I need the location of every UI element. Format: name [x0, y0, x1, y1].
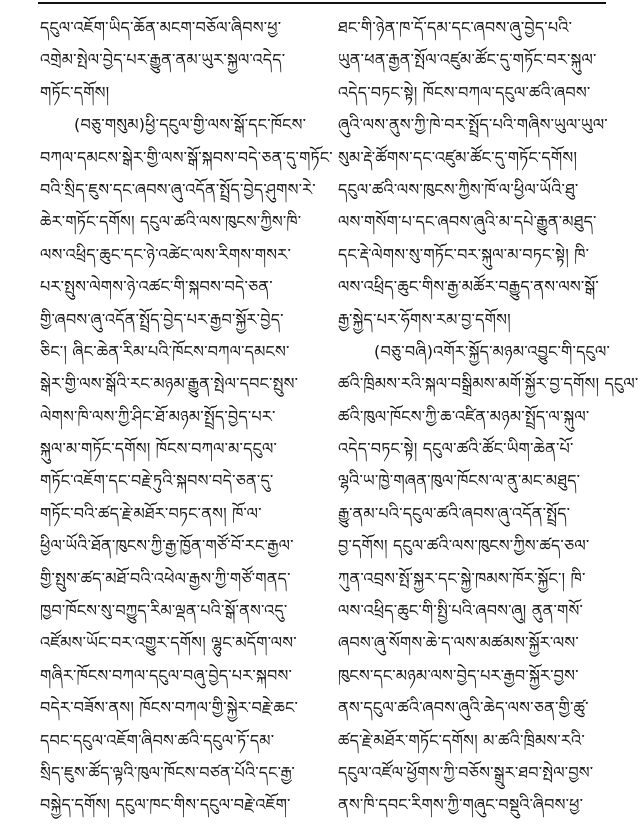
text-line: གཏོང་འཇོག་དང་བརྗེ་ཏུའི་སྐབས་བདེ་ཅན་དུ་: [40, 471, 274, 491]
text-line: དངུལ་འཛོལ་ཕྱོགས་ཀྱི་བཅོས་སྒྲུར་ཐབ་སྤེལ་བྱས་: [338, 762, 594, 782]
text-line: ལེགས་ཁི་ལས་ཀྱི་ཤིང་ཐོ་མཉམ་སྤྲོད་བྱེད་པར་: [40, 406, 276, 426]
text-line: ལས་འཕྲིད་ཆུང་གིས་རྒྱ་མཚོར་བརྒྱུད་ནས་ལས་སྒོ་: [338, 277, 599, 297]
text-line: ལས་འཕྲིད་ཆུང་དང་ཉེ་འཚེང་ལས་རིགས་གསར་: [40, 244, 292, 264]
paragraph-start-line: (བཅུ་གསུམ)ཕྱི་དངུལ་གྱི་ལས་སྒོ་དང་ཁོངས་: [74, 115, 307, 135]
text-line: སུམ་རྡེ་ཚོགས་དང་འཛུམ་ཚོང་དུ་གཏོང་དགོས།: [338, 147, 578, 167]
text-line: དང་རྡེ་ལེགས་སུ་གཏོང་བར་སྐུལ་མ་བཏང་སྟེ། ཁི་: [338, 244, 590, 264]
text-line: ཚའི་ཁུལ་ཁོངས་ཀྱི་ཆ་འཛིན་མཉམ་སྤྲོད་ལ་སྐུལ་: [338, 406, 590, 426]
text-line: ཀུན་འབྲས་སྤོ་སྐྱར་དང་སྐྱེ་ཁམས་ཁོར་སྐྱོང་། ཁི་: [338, 568, 586, 588]
text-line: བཀལ་དམངས་སྒེར་གྱི་ལས་སྒོ་སྐབས་བདེ་ཅན་དུ་གཏོང་: [40, 147, 333, 167]
text-line: འདེད་བཏང་སྟེ། དངུལ་ཚའི་ཚོང་ཡིག་ཆེན་པོ་: [338, 439, 574, 459]
text-line: སྲིད་ཇུས་ཚོད་ལྟའི་ཁུལ་ཁོངས་བཙན་པོའི་དང་རྒྱ་: [40, 762, 295, 782]
text-line: དངུལ་འཇོག་ཡིད་ཆོན་མངག་བཅོལ་ཞིབས་ཕྱ་: [40, 18, 282, 37]
text-line: དངུལ་ཚའི་ལས་ཁུངས་ཀྱིས་ཁོ་ལ་ཕྱིལ་ཡོའི་ཐུ་: [338, 179, 579, 199]
paragraph-start-line: (བཅུ་བཞི)འགོར་སྐྱོད་མཉམ་འབྱུང་གི་དངུལ་: [374, 341, 611, 361]
text-line: ཆེར་གཏོང་དགོས། དངུལ་ཚའི་ལས་ཁུངས་ཀྱིས་ཁི་: [40, 212, 302, 232]
text-line: ལས་འཕྲིད་ཆུང་གི་སྤྱི་པའི་ཞབས་ཞུ། ནུན་གསོ་: [338, 601, 584, 621]
text-line: ཅིང་། ཞིང་ཆེན་རིམ་པའི་ཁོངས་བཀལ་དམངས་: [40, 341, 290, 361]
text-line: སྒེར་གྱི་ལས་སྒོའི་རང་མཉམ་རྒྱུན་སྤེལ་དབང་སྤུས་: [40, 374, 299, 394]
text-line: བྱ་དགོས། དངུལ་ཚའི་ལས་ཁུངས་ཀྱིས་ཚད་ཅལ་: [338, 536, 590, 556]
text-line: ནས་དངུལ་ཚའི་ཞབས་ཞུའི་ཆེད་ལས་ཅན་གྱི་ཚུ་: [338, 698, 589, 718]
text-line: འགྲེམ་སྤེལ་བྱེད་པར་རྒྱུན་ནམ་ཡུར་སྐྱལ་འདེད་: [40, 50, 286, 70]
text-line: གྱི་ཞབས་ཞུ་འདོན་སྤྲོད་བྱེད་པར་རྒྱབ་སྐྱོར་བྱེད་: [40, 309, 284, 329]
text-line: ཡུན་ཕན་རྒྱན་སྤོལ་འཛུམ་ཚོང་དུ་གཏོང་བར་སྐུལ་: [338, 50, 597, 70]
text-line: ཚད་རྗེ་མཐོར་གཏོང་དགོས། མ་ཚའི་ཁྲིམས་རའི་: [338, 730, 585, 750]
text-line: རྒྱ་སྐྱེད་པར་ཧོགས་རམ་བྱ་དགོས།: [338, 309, 511, 329]
text-line: ཁུངས་དང་མཉམ་ལས་བྱེད་པར་རྒྱབ་སྐྱོར་བྱས་: [338, 665, 579, 685]
text-line: ལྷའི་ཡ་ཁྱེ་གཞན་ཁུལ་ཁོངས་ལ་ནུ་མང་མཐུད་: [338, 471, 581, 491]
text-line: ཐང་གི་ཉེན་ཁ་དོ་དམ་དང་ཞབས་ཞུ་བྱེད་པའི་: [338, 18, 573, 37]
text-line: ཚའི་ཁྲིམས་རའི་སྐལ་བསྒྲིམས་མགོ་སྐྱོར་བྱ་དགོས། དངུལ་: [338, 374, 639, 394]
left-text-column: [40, 12, 333, 822]
text-line: བདེར་བཟོས་ནས། ཁོངས་བཀལ་གྱི་སྐྱེར་བརྗེ་ཆང་: [40, 698, 299, 718]
text-line: ཕྱིལ་ཡོའི་ཐོན་ཁུངས་ཀྱི་རྒྱ་ཁྱོན་གཙོ་བོ་རང་རྒྱལ་: [40, 536, 294, 556]
text-line: གཞིར་ཁོངས་བཀལ་དངུལ་བཞུ་བྱེད་པར་སྐབས་: [40, 665, 293, 685]
text-line: གྱི་སྤུས་ཚད་མཐོ་བའི་འཕེལ་རྒྱས་ཀྱི་གཙོ་གནད་: [40, 568, 291, 588]
text-line: རྒྱུ་ནམ་པའི་དངུལ་ཚའི་ཞབས་ཞུ་འདོན་སྤྲོད་: [338, 503, 571, 523]
text-line: ལས་གསོག་པ་དང་ཞབས་ཞུའི་མ་དཔེ་རྒྱུན་མཐུད་: [338, 212, 597, 232]
text-line: ཁྱབ་ཁོངས་སུ་བཀྱུད་རིམ་ལྡན་པའི་སྒོ་ནས་འདུ་: [40, 601, 288, 621]
top-rule: [38, 2, 606, 4]
text-line: པར་སྤུས་ལེགས་ཉེ་འཚང་གི་སྐབས་བདེ་ཅན་: [40, 277, 273, 297]
text-line: བའི་སྲིད་ཇུས་དང་ཞབས་ཞུ་འདོན་སྤྲོད་བྱེད་ཤུགས་རེ་: [40, 179, 316, 199]
text-line: ནས་ཁི་དབང་རིགས་ཀྱི་གཞུང་བསྡུའི་ཞིབས་ཕྱ་: [338, 795, 584, 815]
text-line: འདེད་བཏང་སྟེ། ཁོངས་བཀལ་དངུལ་ཚའི་ཞབས་: [338, 82, 591, 102]
text-line: བསྐྱེད་དགོས། དངུལ་ཁང་གིས་དངུལ་བརྗེ་འཇོག་: [40, 795, 291, 815]
right-text-column: [338, 12, 639, 822]
text-line: དབང་དངུལ་འཇོག་ཞིབས་ཚའི་དངུལ་ཏོ་དམ་: [40, 730, 275, 750]
text-line: གཏོང་དགོས།: [40, 82, 110, 102]
text-line: ཞུའི་ལས་ནུས་ཀྱི་ཁེ་བར་སྤྲོད་པའི་གཞིས་ཡུལ་ཡུལ་: [338, 115, 608, 135]
text-line: སྐུལ་མ་གཏོང་དགོས། ཁོངས་བཀལ་མ་དངུལ་: [40, 439, 278, 459]
text-line: གཏོང་བའི་ཚད་རྗེ་མཐོར་བཏང་ནས། ཁོ་ལ་: [40, 503, 262, 523]
text-line: འཛོམས་ཡོང་བར་འགྱུར་དགོས། ལྷུང་མདོག་ལས་: [40, 633, 297, 653]
text-line: ཞབས་ཞུ་སོགས་ཆེ་ད་ལས་མཚམས་སྐྱོར་ལས་: [338, 633, 579, 653]
